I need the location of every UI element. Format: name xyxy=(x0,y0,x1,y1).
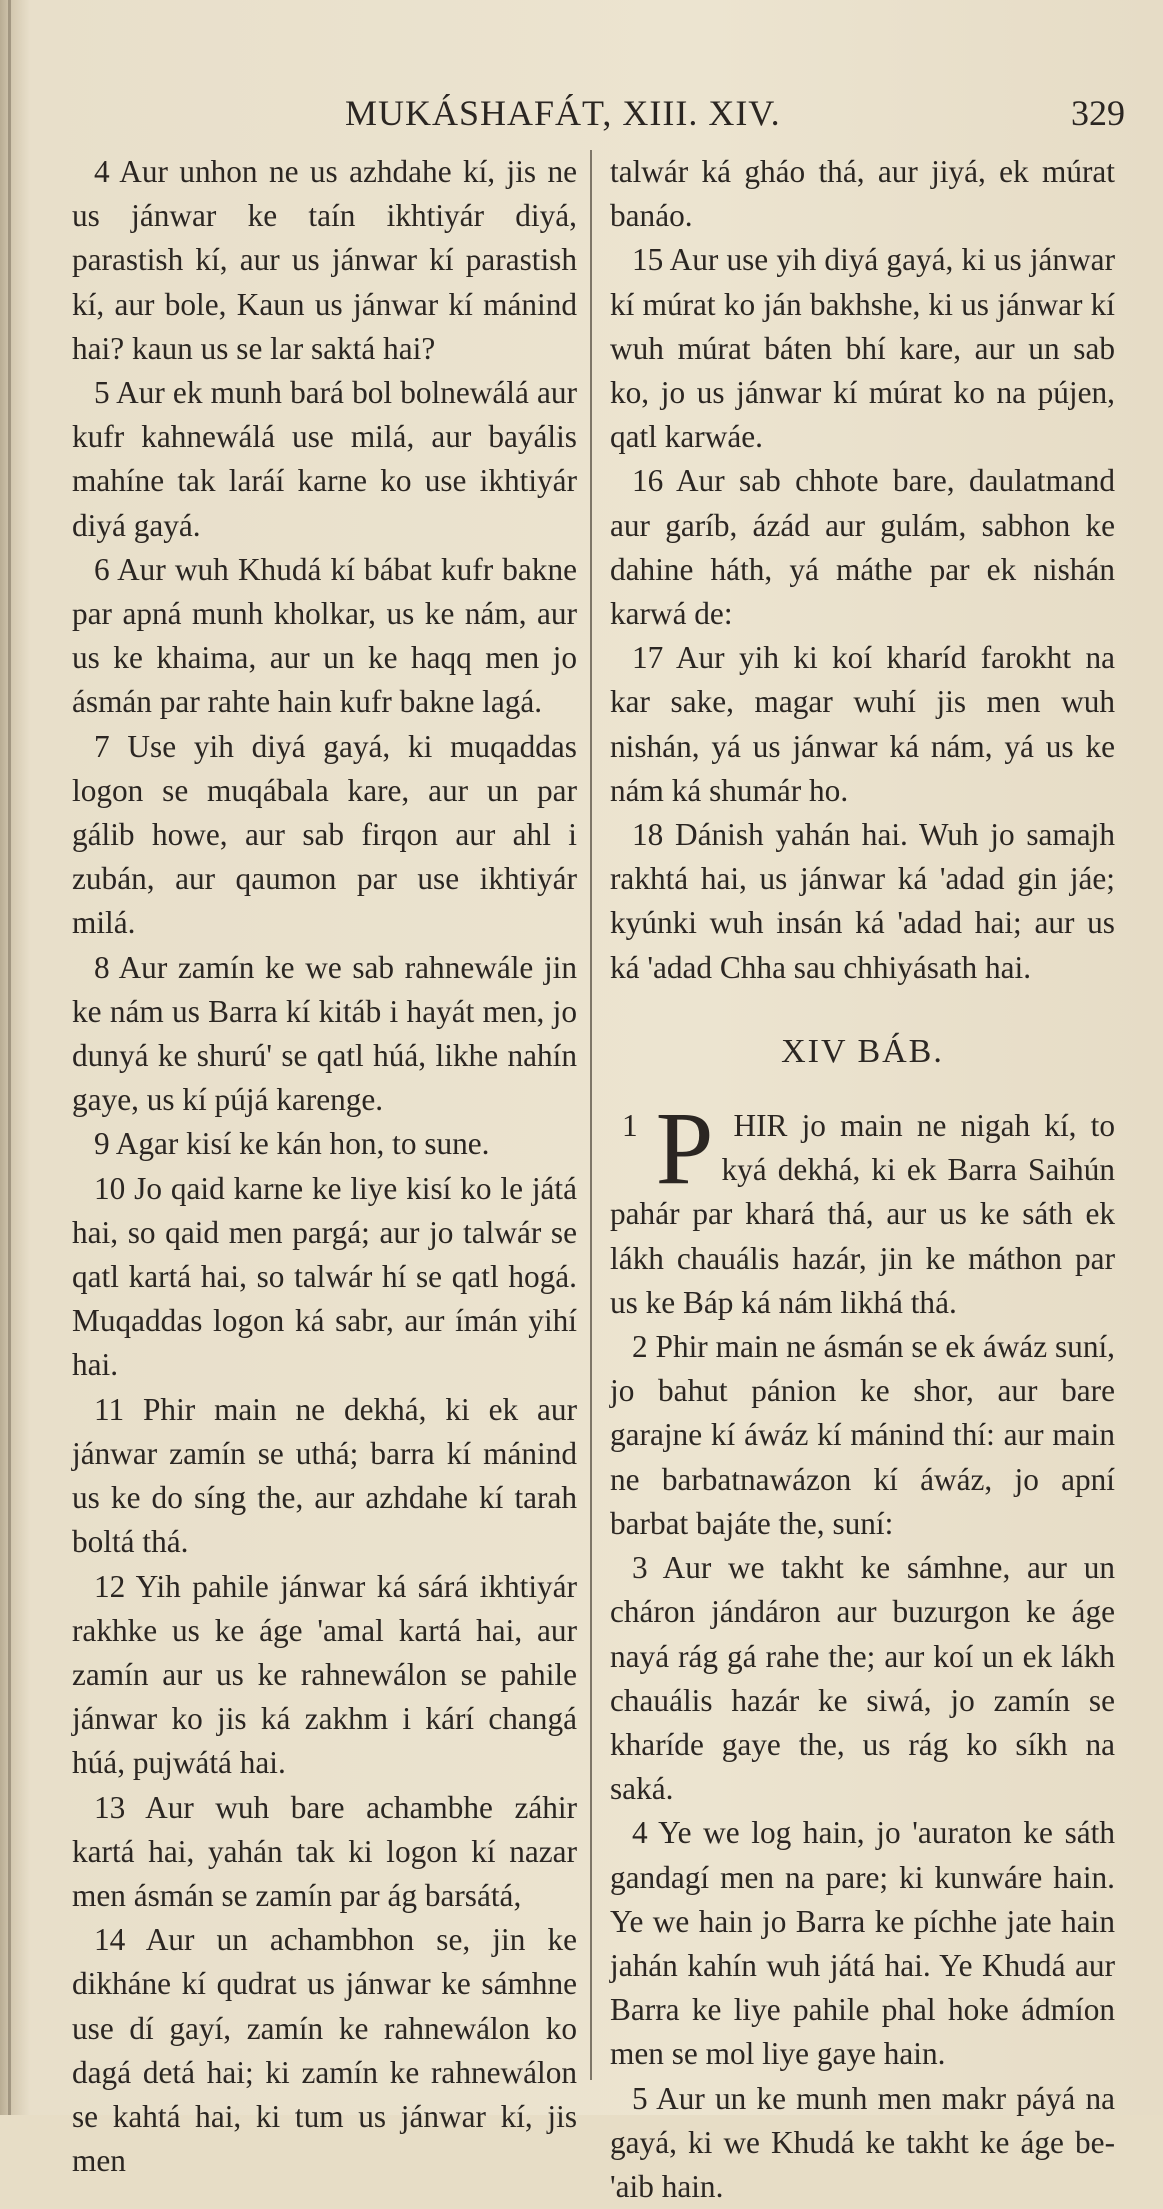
column-divider xyxy=(590,150,592,2080)
verse-number: 1 xyxy=(622,1108,638,1144)
right-column xyxy=(610,150,1115,2209)
verse: 2 Phir main ne ásmán se ek áwáz suní, jo bahut pánion ke shor, aur bare garajne kí áwáz kí mánind thí: aur main ne barbatnawázon kí áwáz, jo apní barbat bajáte the, suní: xyxy=(610,1329,1115,1541)
chapter-first-verse-text: HIR jo main ne nigah kí, to kyá dekhá, ki ek Barra Saihún pahár par khará thá, aur us ke sáth ek lákh chauális hazár, jin ke máthon par us ke Báp ká nám likhá thá. xyxy=(610,1108,1115,1320)
verse: 3 Aur we takht ke sámhne, aur un cháron jándáron aur buzurgon ke áge nayá rág gá rahe the; aur koí un ek lákh chauális hazár ke siwá, jo zamín se kharíde gaye the, us rág ko síkh na saká. xyxy=(610,1550,1115,1807)
binding-gutter xyxy=(8,0,11,2115)
page-number: 329 xyxy=(1071,93,1125,133)
verse: 8 Aur zamín ke we sab rahnewále jin ke nám us Barra kí kitáb i hayát men, jo dunyá ke shurú' se qatl húá, likhe nahín gaye, us kí pújá karenge. xyxy=(72,949,577,1118)
verse: 16 Aur sab chhote bare, daulatmand aur garíb, ázád aur gulám, sabhon ke dahine háth, yá máthe par ek nishán karwá de: xyxy=(610,463,1115,632)
verse: 6 Aur wuh Khudá kí bábat kufr bakne par apná munh kholkar, us ke nám, aur us ke khaima, aur un ke haqq men jo ásmán par rahte hain kufr bakne lagá. xyxy=(72,551,577,720)
verse: 10 Jo qaid karne ke liye kisí ko le játá hai, so qaid men pargá; aur jo talwár se qatl kartá hai, so talwár hí se qatl hogá. Muqaddas logon ká sabr, aur ímán yihí hai. xyxy=(72,1170,577,1383)
verse: 9 Agar kisí ke kán hon, to sune. xyxy=(94,1126,490,1162)
verse-continuation: talwár ká gháo thá, aur jiyá, ek múrat banáo. xyxy=(610,154,1115,234)
verse: 5 Aur ek munh bará bol bolnewálá aur kufr kahnewálá use milá, aur bayális mahíne tak laráí karne ko use ikhtiyár diyá gayá. xyxy=(72,375,577,543)
verse: 7 Use yih diyá gayá, ki muqaddas logon se muqábala kare, aur un par gálib howe, aur sab firqon aur ahl i zubán, aur qaumon par use ikhtiyár milá. xyxy=(72,728,577,941)
verse: 14 Aur un achambhon se, jin ke dikháne kí qudrat us jánwar ke sámhne use dí gayí, zamín ke rahnewálon ko dagá detá hai; ki zamín ke rahnewálon se kahtá hai, ki tum us jánwar kí, jis men xyxy=(72,1922,577,2179)
verse: 17 Aur yih ki koí kharíd farokht na kar sake, magar wuhí jis men wuh nishán, yá us jánwar ká nám, yá us ke nám ká shumár ho. xyxy=(610,640,1115,808)
verse: 5 Aur un ke munh men makr páyá na gayá, ki we Khudá ke takht ke áge be-'aib hain. xyxy=(610,2080,1115,2204)
verse: 15 Aur use yih diyá gayá, ki us jánwar kí múrat ko ján bakhshe, ki us jánwar kí wuh múrat báten bhí kare, aur un sab ko, jo us jánwar kí múrat ko na pújen, qatl karwáe. xyxy=(610,242,1115,455)
verse: 4 Aur unhon ne us azhdahe kí, jis ne us jánwar ke taín ikhtiyár diyá, parastish kí, aur us jánwar kí parastish kí, aur bole, Kaun us jánwar kí mánind hai? kaun us se lar saktá hai? xyxy=(72,154,577,366)
page-header xyxy=(60,92,1125,142)
verse: 13 Aur wuh bare achambhe záhir kartá hai, yahán tak ki logon kí nazar men ásmán se zamín par ág barsátá, xyxy=(72,1789,577,1913)
drop-cap: P xyxy=(655,1091,714,1207)
left-column xyxy=(72,150,577,2183)
running-title: MUKÁSHAFÁT, XIII. XIV. xyxy=(345,93,781,133)
verse: 12 Yih pahile jánwar ká sárá ikhtiyár rakhke us ke áge 'amal kartá hai, aur zamín aur us ke rahnewálon se pahile jánwar ko jis ká zakhm i kárí changá húá, pujwátá hai. xyxy=(72,1568,577,1781)
verse: 4 Ye we log hain, jo 'auraton ke sáth gandagí men na pare; ki kunwáre hain. Ye we hain jo Barra ke píchhe jate hain jahán kahín wuh játá hai. Ye Khudá aur Barra ke liye pahile phal hoke ádmíon men se mol liye gaye hain. xyxy=(610,1815,1115,2072)
chapter-first-verse xyxy=(610,1091,1115,1325)
verse: 18 Dánish yahán hai. Wuh jo samajh rakhtá hai, us jánwar ká 'adad gin jáe; kyúnki wuh insán ká 'adad hai; aur us ká 'adad Chha sau chhiyásath hai. xyxy=(610,817,1115,985)
verse: 11 Phir main ne dekhá, ki ek aur jánwar zamín se uthá; barra kí mánind us ke do síng the, aur azhdahe kí tarah boltá thá. xyxy=(72,1391,577,1560)
chapter-heading: XIV BÁB. xyxy=(781,1032,944,1070)
